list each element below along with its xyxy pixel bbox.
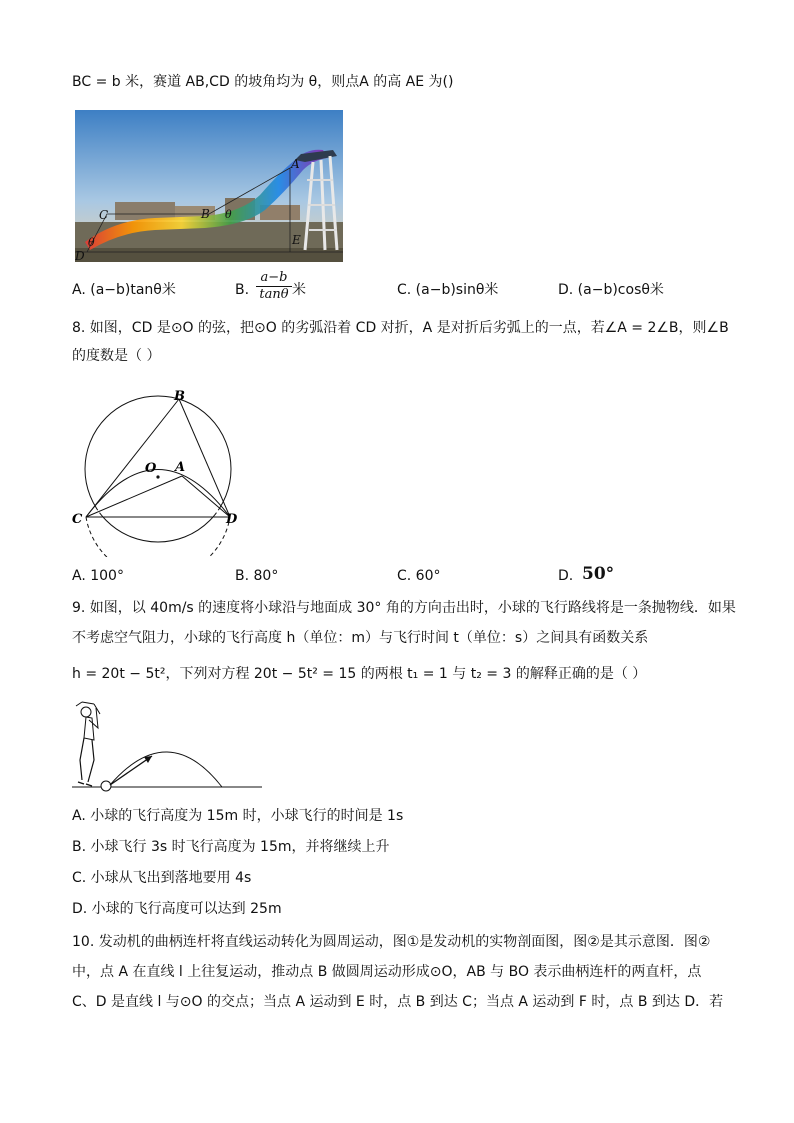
q9-line-2: 不考虑空气阻力，小球的飞行高度 h（单位：m）与飞行时间 t（单位：s）之间具有函数关系 (72, 630, 649, 646)
q9-line-3: h = 20t − 5t²，下列对方程 20t − 5t² = 15 的两根 t₁ = 1 与 t₂ = 3 的解释正确的是（ ） (72, 666, 647, 682)
q7-option-a: A. (a−b)tanθ米 (72, 282, 176, 298)
label-B: B (201, 207, 210, 221)
q8-line-1: 8. 如图，CD 是⊙O 的弦，把⊙O 的劣弧沿着 CD 对折，A 是对折后劣弧上的一点，若∠A = 2∠B，则∠B (72, 320, 729, 336)
label-theta-1: θ (225, 208, 232, 221)
q9-option-a: A. 小球的飞行高度为 15m 时，小球飞行的时间是 1s (72, 808, 404, 824)
label-A: A (291, 157, 300, 171)
ski-jump-photo (75, 110, 343, 262)
q8-option-d: D. (558, 568, 574, 584)
label-C: C (72, 512, 83, 527)
fraction-denominator: tanθ (259, 287, 289, 302)
q7-option-d: D. (a−b)cosθ米 (558, 282, 664, 298)
q9-line-1: 9. 如图，以 40m/s 的速度将小球沿与地面成 30° 角的方向击出时，小球的飞行路线将是一条抛物线．如果 (72, 600, 736, 616)
q8-line-2: 的度数是（ ） (72, 348, 161, 364)
q8-option-c: C. 60° (397, 568, 441, 584)
label-A: A (175, 460, 186, 475)
label-D: D (75, 249, 85, 262)
ski-jump-figure (75, 110, 343, 262)
q7-option-b-fraction (256, 270, 292, 303)
label-D: D (226, 512, 238, 527)
q10-line-2: 中，点 A 在直线 l 上往复运动，推动点 B 做圆周运动形成⊙O，AB 与 BO 表示曲柄连杆的两直杆，点 (72, 964, 702, 980)
q8-option-d-value: 50° (582, 564, 615, 584)
q10-line-1: 10. 发动机的曲柄连杆将直线运动转化为圆周运动，图①是发动机的实物剖面图，图②是其示意图．图② (72, 934, 711, 950)
label-theta-2: θ (88, 236, 95, 249)
q7-option-b: B. (235, 282, 250, 298)
label-O: O (145, 461, 157, 476)
q7-option-b-unit: 米 (292, 282, 306, 298)
q9-option-d: D. 小球的飞行高度可以达到 25m (72, 901, 282, 917)
q9-option-b: B. 小球飞行 3s 时飞行高度为 15m，并将继续上升 (72, 839, 390, 855)
q9-option-c: C. 小球从飞出到落地要用 4s (72, 870, 252, 886)
fraction-numerator: a−b (256, 270, 292, 287)
q7-option-c: C. (a−b)sinθ米 (397, 282, 499, 298)
q8-option-a: A. 100° (72, 568, 124, 584)
q9-golfer-figure (72, 700, 267, 798)
q8-circle-figure (72, 382, 252, 557)
label-E: E (292, 233, 301, 247)
q7-stem: BC = b 米，赛道 AB,CD 的坡角均为 θ，则点A 的高 AE 为() (72, 74, 454, 90)
label-B: B (174, 389, 185, 404)
label-C: C (99, 208, 109, 222)
q10-line-3: C、D 是直线 l 与⊙O 的交点；当点 A 运动到 E 时，点 B 到达 C；当点 A 运动到 F 时，点 B 到达 D．若 (72, 994, 724, 1010)
q8-option-b: B. 80° (235, 568, 279, 584)
